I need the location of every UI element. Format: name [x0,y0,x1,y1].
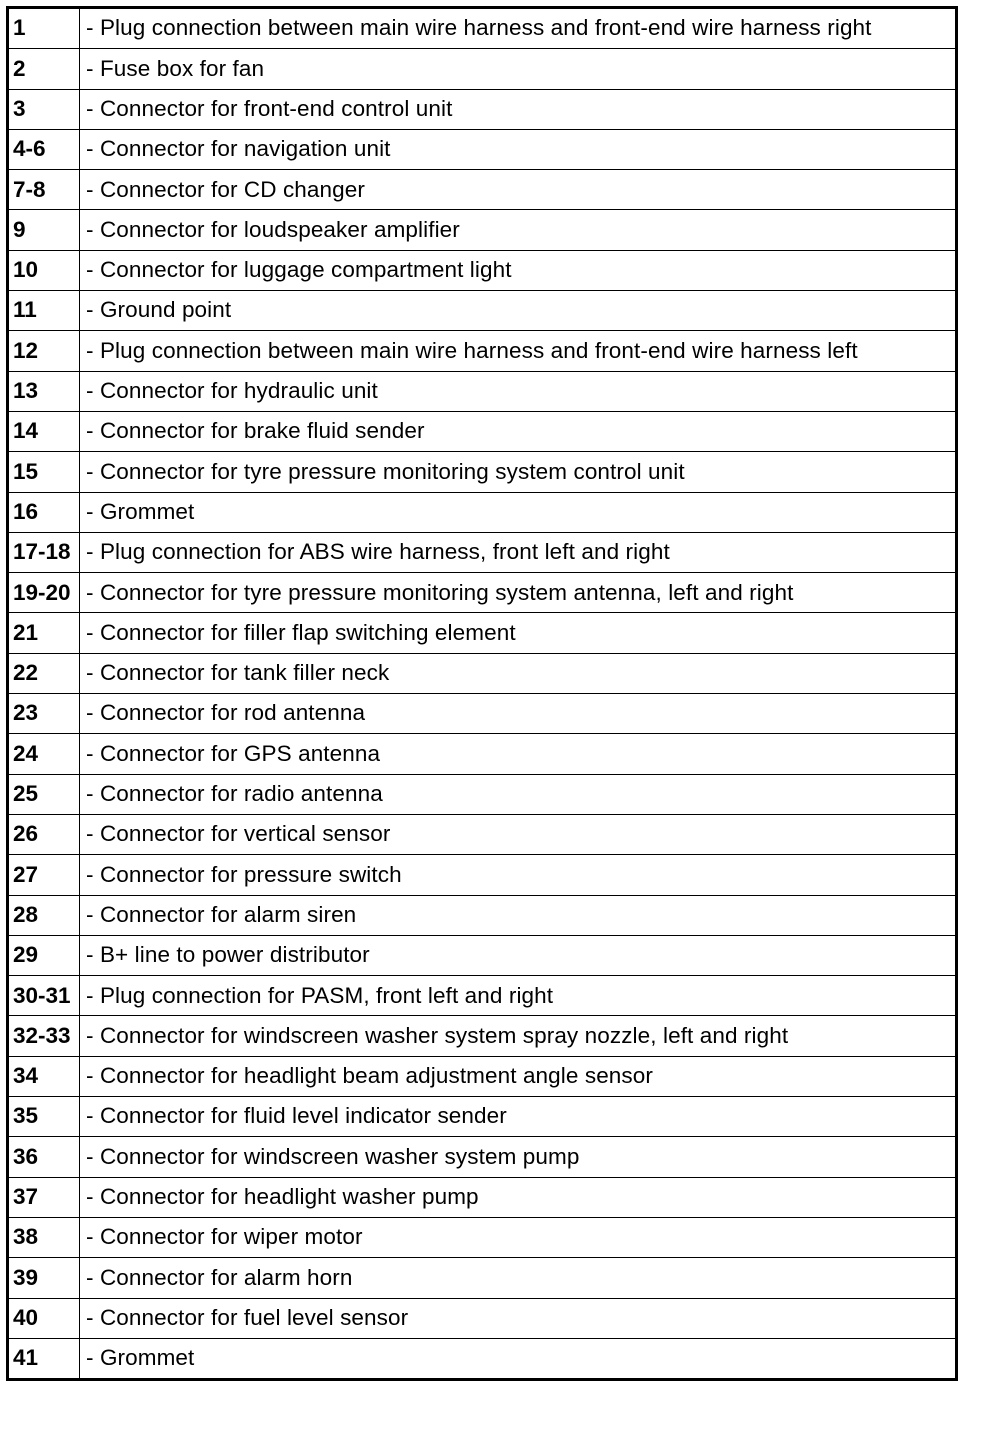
table-row [8,653,957,693]
item-description: - Connector for wiper motor [80,1217,957,1257]
item-description: - Plug connection between main wire harness and front-end wire harness left [80,331,957,371]
item-number: 26 [8,814,80,854]
item-description: - Connector for loudspeaker amplifier [80,210,957,250]
item-description: - Connector for fluid level indicator sender [80,1097,957,1137]
table-row [8,935,957,975]
item-number: 40 [8,1298,80,1338]
item-number: 29 [8,935,80,975]
table-row [8,371,957,411]
item-number: 38 [8,1217,80,1257]
table-row [8,1056,957,1096]
item-number: 10 [8,250,80,290]
item-description: - Connector for fuel level sensor [80,1298,957,1338]
item-description: - Plug connection for PASM, front left and right [80,976,957,1016]
item-description: - Connector for alarm siren [80,895,957,935]
item-number: 21 [8,613,80,653]
table-row [8,814,957,854]
component-legend-table [6,6,958,1381]
table-row [8,8,957,49]
item-number: 12 [8,331,80,371]
item-number: 4-6 [8,129,80,169]
table-row [8,573,957,613]
table-row [8,129,957,169]
item-description: - Connector for tank filler neck [80,653,957,693]
table-row [8,1298,957,1338]
item-number: 17-18 [8,532,80,572]
item-description: - Connector for hydraulic unit [80,371,957,411]
item-number: 11 [8,291,80,331]
item-description: - Connector for windscreen washer system spray nozzle, left and right [80,1016,957,1056]
item-number: 34 [8,1056,80,1096]
item-number: 37 [8,1177,80,1217]
table-row [8,1338,957,1379]
item-number: 7-8 [8,170,80,210]
table-row [8,1177,957,1217]
item-description: - Connector for vertical sensor [80,814,957,854]
item-number: 41 [8,1338,80,1379]
item-number: 30-31 [8,976,80,1016]
item-description: - Connector for alarm horn [80,1258,957,1298]
table-row [8,1016,957,1056]
table-row [8,1137,957,1177]
item-description: - Connector for headlight beam adjustment angle sensor [80,1056,957,1096]
item-description: - Connector for GPS antenna [80,734,957,774]
item-description: - Connector for navigation unit [80,129,957,169]
item-description: - Connector for luggage compartment light [80,250,957,290]
item-number: 39 [8,1258,80,1298]
item-description: - B+ line to power distributor [80,935,957,975]
item-description: - Connector for front-end control unit [80,89,957,129]
table-row [8,734,957,774]
item-number: 2 [8,49,80,89]
item-number: 23 [8,694,80,734]
table-row [8,452,957,492]
table-row [8,291,957,331]
item-description: - Ground point [80,291,957,331]
item-number: 27 [8,855,80,895]
item-description: - Connector for CD changer [80,170,957,210]
item-description: - Connector for radio antenna [80,774,957,814]
item-description: - Connector for brake fluid sender [80,411,957,451]
item-description: - Fuse box for fan [80,49,957,89]
item-description: - Plug connection between main wire harness and front-end wire harness right [80,8,957,49]
item-number: 32-33 [8,1016,80,1056]
table-row [8,49,957,89]
item-number: 36 [8,1137,80,1177]
table-row [8,411,957,451]
table-row [8,532,957,572]
item-number: 24 [8,734,80,774]
table-row [8,1097,957,1137]
item-description: - Connector for rod antenna [80,694,957,734]
item-description: - Connector for tyre pressure monitoring system antenna, left and right [80,573,957,613]
table-row [8,613,957,653]
item-description: - Connector for headlight washer pump [80,1177,957,1217]
table-row [8,492,957,532]
item-description: - Connector for tyre pressure monitoring system control unit [80,452,957,492]
item-number: 15 [8,452,80,492]
table-row [8,1258,957,1298]
item-description: - Connector for pressure switch [80,855,957,895]
item-number: 3 [8,89,80,129]
item-description: - Grommet [80,1338,957,1379]
table-row [8,170,957,210]
table-row [8,331,957,371]
item-description: - Connector for windscreen washer system pump [80,1137,957,1177]
item-number: 25 [8,774,80,814]
item-number: 13 [8,371,80,411]
item-number: 14 [8,411,80,451]
table-row [8,89,957,129]
item-number: 16 [8,492,80,532]
item-description: - Plug connection for ABS wire harness, front left and right [80,532,957,572]
item-number: 1 [8,8,80,49]
item-description: - Connector for filler flap switching element [80,613,957,653]
legend-table-body [8,8,957,1380]
table-row [8,855,957,895]
table-row [8,774,957,814]
table-row [8,895,957,935]
item-number: 28 [8,895,80,935]
table-row [8,976,957,1016]
table-row [8,694,957,734]
item-number: 9 [8,210,80,250]
table-row [8,250,957,290]
item-number: 35 [8,1097,80,1137]
table-row [8,1217,957,1257]
table-row [8,210,957,250]
item-description: - Grommet [80,492,957,532]
item-number: 19-20 [8,573,80,613]
item-number: 22 [8,653,80,693]
